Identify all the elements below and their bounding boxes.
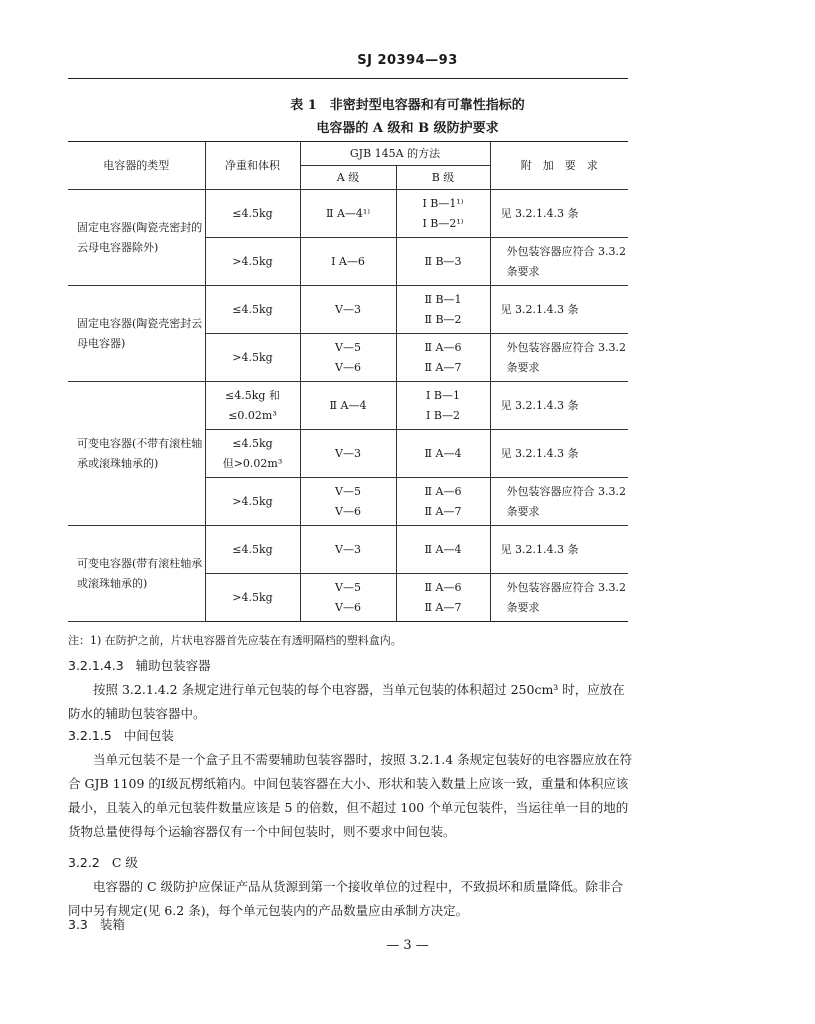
level-b-method-cell (396, 286, 490, 334)
cell-line: ≤4.5kg 和 (225, 388, 280, 402)
section-heading-3-2-1-5 (68, 726, 174, 744)
level-b-method-cell (396, 190, 490, 238)
level-b-method-cell (396, 478, 490, 526)
cell-line: Ⅱ B—3 (424, 254, 462, 268)
cell-line: >4.5kg (232, 254, 273, 268)
cell-line: Ⅴ—5 (335, 580, 361, 594)
level-a-method-cell (300, 478, 396, 526)
additional-requirement-cell: 外包装容器应符合 3.3.2 条要求 (490, 574, 628, 622)
cell-line: >4.5kg (232, 350, 273, 364)
section-heading-3-2-2 (68, 853, 138, 871)
section-body-3-2-1-4-3: 按照 3.2.1.4.2 条规定进行单元包装的每个电容器，当单元包装的体积超过 250cm³ 时，应放在防水的辅助包装容器中。 (68, 682, 625, 721)
weight-volume-cell (205, 526, 300, 574)
cell-line: >4.5kg (232, 494, 273, 508)
cell-line: 但>0.02m³ (222, 456, 283, 470)
additional-requirement-cell: 外包装容器应符合 3.3.2 条要求 (490, 478, 628, 526)
weight-volume-cell (205, 190, 300, 238)
table-row (68, 382, 628, 430)
header-type: 电容器的类型 (68, 142, 205, 190)
cell-line: Ⅱ B—2 (424, 312, 462, 326)
level-a-method-cell (300, 382, 396, 430)
weight-volume-cell (205, 334, 300, 382)
cell-line: Ⅴ—6 (335, 504, 361, 518)
level-a-method-cell (300, 574, 396, 622)
section-number: 3.2.2 (68, 855, 100, 870)
cell-line: Ⅱ A—4 (329, 398, 367, 412)
additional-requirement-cell: 外包装容器应符合 3.3.2 条要求 (490, 334, 628, 382)
capacitor-type-cell: 固定电容器(陶瓷壳密封云母电容器) (68, 286, 205, 382)
cell-line: Ⅰ B—1 (426, 388, 460, 402)
cell-line: Ⅴ—3 (335, 446, 361, 460)
level-b-method-cell (396, 574, 490, 622)
weight-volume-cell (205, 574, 300, 622)
level-b-method-cell (396, 382, 490, 430)
cell-line: Ⅱ A—7 (424, 504, 462, 518)
weight-volume-cell (205, 430, 300, 478)
level-b-method-cell (396, 430, 490, 478)
additional-requirement-cell: 见 3.2.1.4.3 条 (490, 286, 628, 334)
cell-line: Ⅰ B—2 (426, 408, 460, 422)
cell-line: Ⅴ—6 (335, 360, 361, 374)
level-a-method-cell (300, 190, 396, 238)
additional-requirement-cell: 见 3.2.1.4.3 条 (490, 382, 628, 430)
cell-line: ≤4.5kg (232, 206, 273, 220)
cell-line: Ⅴ—5 (335, 484, 361, 498)
cell-line: Ⅴ—6 (335, 600, 361, 614)
cell-line: Ⅱ A—6 (424, 580, 462, 594)
cell-line: Ⅱ A—4 (424, 542, 462, 556)
cell-line: Ⅱ A—6 (424, 484, 462, 498)
level-a-method-cell (300, 238, 396, 286)
header-level-a: A 级 (300, 166, 396, 190)
cell-line: ≤4.5kg (232, 542, 273, 556)
additional-requirement-cell: 见 3.2.1.4.3 条 (490, 526, 628, 574)
cell-line: Ⅱ A—4¹⁾ (325, 206, 371, 220)
section-body-3-2-1-5: 当单元包装不是一个盒子且不需要辅助包装容器时，按照 3.2.1.4 条规定包装好的电容器应放在符合 GJB 1109 的Ⅰ级瓦楞纸箱内。中间包装容器在大小、形状和装入数量上应该一致，重量和体积应该最小，且装入的单元包装件数量应该是 5 的倍数，但不超过 100 个单元包装件，当运往单一目的地的货物总量使得每个运输容器仅有一个中间包装时，则不要求中间包装。 (68, 752, 633, 839)
section-number: 3.2.1.4.3 (68, 658, 124, 673)
section-title: 中间包装 (123, 728, 174, 743)
table-title-line-2: 电容器的 A 级和 B 级防护要求 (316, 121, 499, 136)
table-row (68, 526, 628, 574)
section-title: 装箱 (99, 917, 125, 932)
capacitor-type-cell: 可变电容器(不带有滚柱轴承或滚珠轴承的) (68, 382, 205, 526)
document-code: SJ 20394—93 (357, 53, 458, 68)
section-number: 3.2.1.5 (68, 728, 112, 743)
header-level-b: B 级 (396, 166, 490, 190)
weight-volume-cell (205, 478, 300, 526)
header-weight-volume: 净重和体积 (205, 142, 300, 190)
additional-requirement-cell: 见 3.2.1.4.3 条 (490, 430, 628, 478)
cell-line: Ⅱ A—4 (424, 446, 462, 460)
cell-line: Ⅴ—3 (335, 542, 361, 556)
weight-volume-cell (205, 238, 300, 286)
cell-line: ≤4.5kg (232, 302, 273, 316)
table-footnote: 注：1) 在防护之前，片状电容器首先应装在有透明隔档的塑料盒内。 (68, 634, 402, 647)
table-row (68, 190, 628, 238)
cell-line: Ⅱ B—1 (424, 292, 462, 306)
level-a-method-cell (300, 286, 396, 334)
cell-line: Ⅰ A—6 (331, 254, 365, 268)
level-a-method-cell (300, 430, 396, 478)
capacitor-type-cell: 固定电容器(陶瓷壳密封的云母电容器除外) (68, 190, 205, 286)
section-heading-3-2-1-4-3 (68, 656, 211, 674)
level-b-method-cell (396, 334, 490, 382)
table-row (68, 286, 628, 334)
cell-line: Ⅴ—5 (335, 340, 361, 354)
header-gjb-method: GJB 145A 的方法 (300, 142, 490, 166)
section-number: 3.3 (68, 917, 88, 932)
cell-line: ≤0.02m³ (228, 408, 277, 422)
additional-requirement-cell: 见 3.2.1.4.3 条 (490, 190, 628, 238)
cell-line: >4.5kg (232, 590, 273, 604)
level-a-method-cell (300, 334, 396, 382)
section-title: C 级 (111, 855, 138, 870)
protection-requirements-table (68, 141, 628, 622)
cell-line: Ⅰ B—1¹⁾ (422, 196, 464, 210)
cell-line: Ⅱ A—7 (424, 600, 462, 614)
table-title-line-1: 表 1 非密封型电容器和有可靠性指标的 (290, 98, 525, 113)
weight-volume-cell (205, 286, 300, 334)
header-additional-requirements: 附 加 要 求 (490, 142, 628, 190)
page-number: — 3 — (386, 938, 429, 953)
cell-line: Ⅰ B—2¹⁾ (422, 216, 464, 230)
cell-line: Ⅱ A—6 (424, 340, 462, 354)
weight-volume-cell (205, 382, 300, 430)
cell-line: Ⅱ A—7 (424, 360, 462, 374)
section-title: 辅助包装容器 (135, 658, 211, 673)
level-b-method-cell (396, 526, 490, 574)
level-a-method-cell (300, 526, 396, 574)
level-b-method-cell (396, 238, 490, 286)
header-rule (68, 78, 628, 79)
capacitor-type-cell: 可变电容器(带有滚柱轴承或滚珠轴承的) (68, 526, 205, 622)
additional-requirement-cell: 外包装容器应符合 3.3.2 条要求 (490, 238, 628, 286)
cell-line: ≤4.5kg (232, 436, 273, 450)
section-heading-3-3 (68, 915, 125, 933)
section-body-3-2-2: 电容器的 C 级防护应保证产品从货源到第一个接收单位的过程中，不致损坏和质量降低。除非合同中另有规定(见 6.2 条)，每个单元包装内的产品数量应由承制方决定。 (68, 879, 624, 918)
cell-line: Ⅴ—3 (335, 302, 361, 316)
